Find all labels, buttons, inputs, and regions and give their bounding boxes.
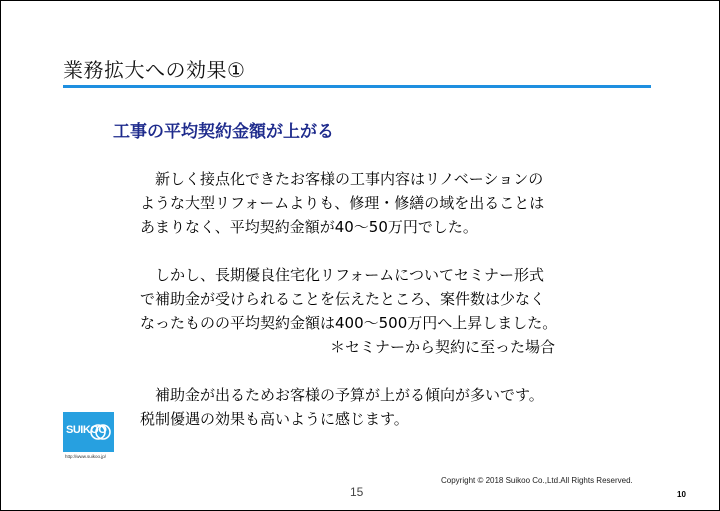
- slide-body: [140, 167, 610, 431]
- paragraph-1-line: ような大型リフォームよりも、修理・修繕の域を出ることは: [140, 194, 545, 212]
- slide-title: 業務拡大への効果①: [63, 58, 246, 82]
- logo-url: http://www.suikoo.jp/: [65, 454, 107, 459]
- copyright-notice: Copyright © 2018 Suikoo Co.,Ltd.All Rights Reserved.: [441, 476, 633, 485]
- paragraph-1: [140, 167, 610, 239]
- page-number-right: 10: [677, 490, 686, 499]
- logo-mark: [63, 412, 114, 452]
- paragraph-2-line: で補助金が受けられることを伝えたところ、案件数は少なく: [140, 290, 546, 308]
- logo-wordmark: SUIKOO: [66, 424, 107, 436]
- page-number-center: 15: [350, 485, 364, 499]
- paragraph-2: [140, 263, 610, 359]
- paragraph-1-line: あまりなく、平均契約金額が40～50万円でした。: [140, 218, 478, 236]
- title-underline: [63, 85, 651, 88]
- paragraph-3-line: 補助金が出るためお客様の予算が上がる傾向が多いです。: [155, 386, 544, 404]
- paragraph-1-line: 新しく接点化できたお客様の工事内容はリノベーションの: [155, 170, 544, 188]
- paragraph-2-line: なったものの平均契約金額は400～500万円へ上昇しました。: [140, 314, 558, 332]
- slide-subheading: 工事の平均契約金額が上がる: [113, 122, 334, 142]
- paragraph-3-line: 税制優遇の効果も高いように感じます。: [140, 410, 409, 428]
- footnote: ＊セミナーから契約に至った場合: [330, 338, 556, 356]
- company-logo: [63, 412, 114, 463]
- paragraph-3: [140, 383, 610, 431]
- paragraph-2-line: しかし、長期優良住宅化リフォームについてセミナー形式: [155, 266, 544, 284]
